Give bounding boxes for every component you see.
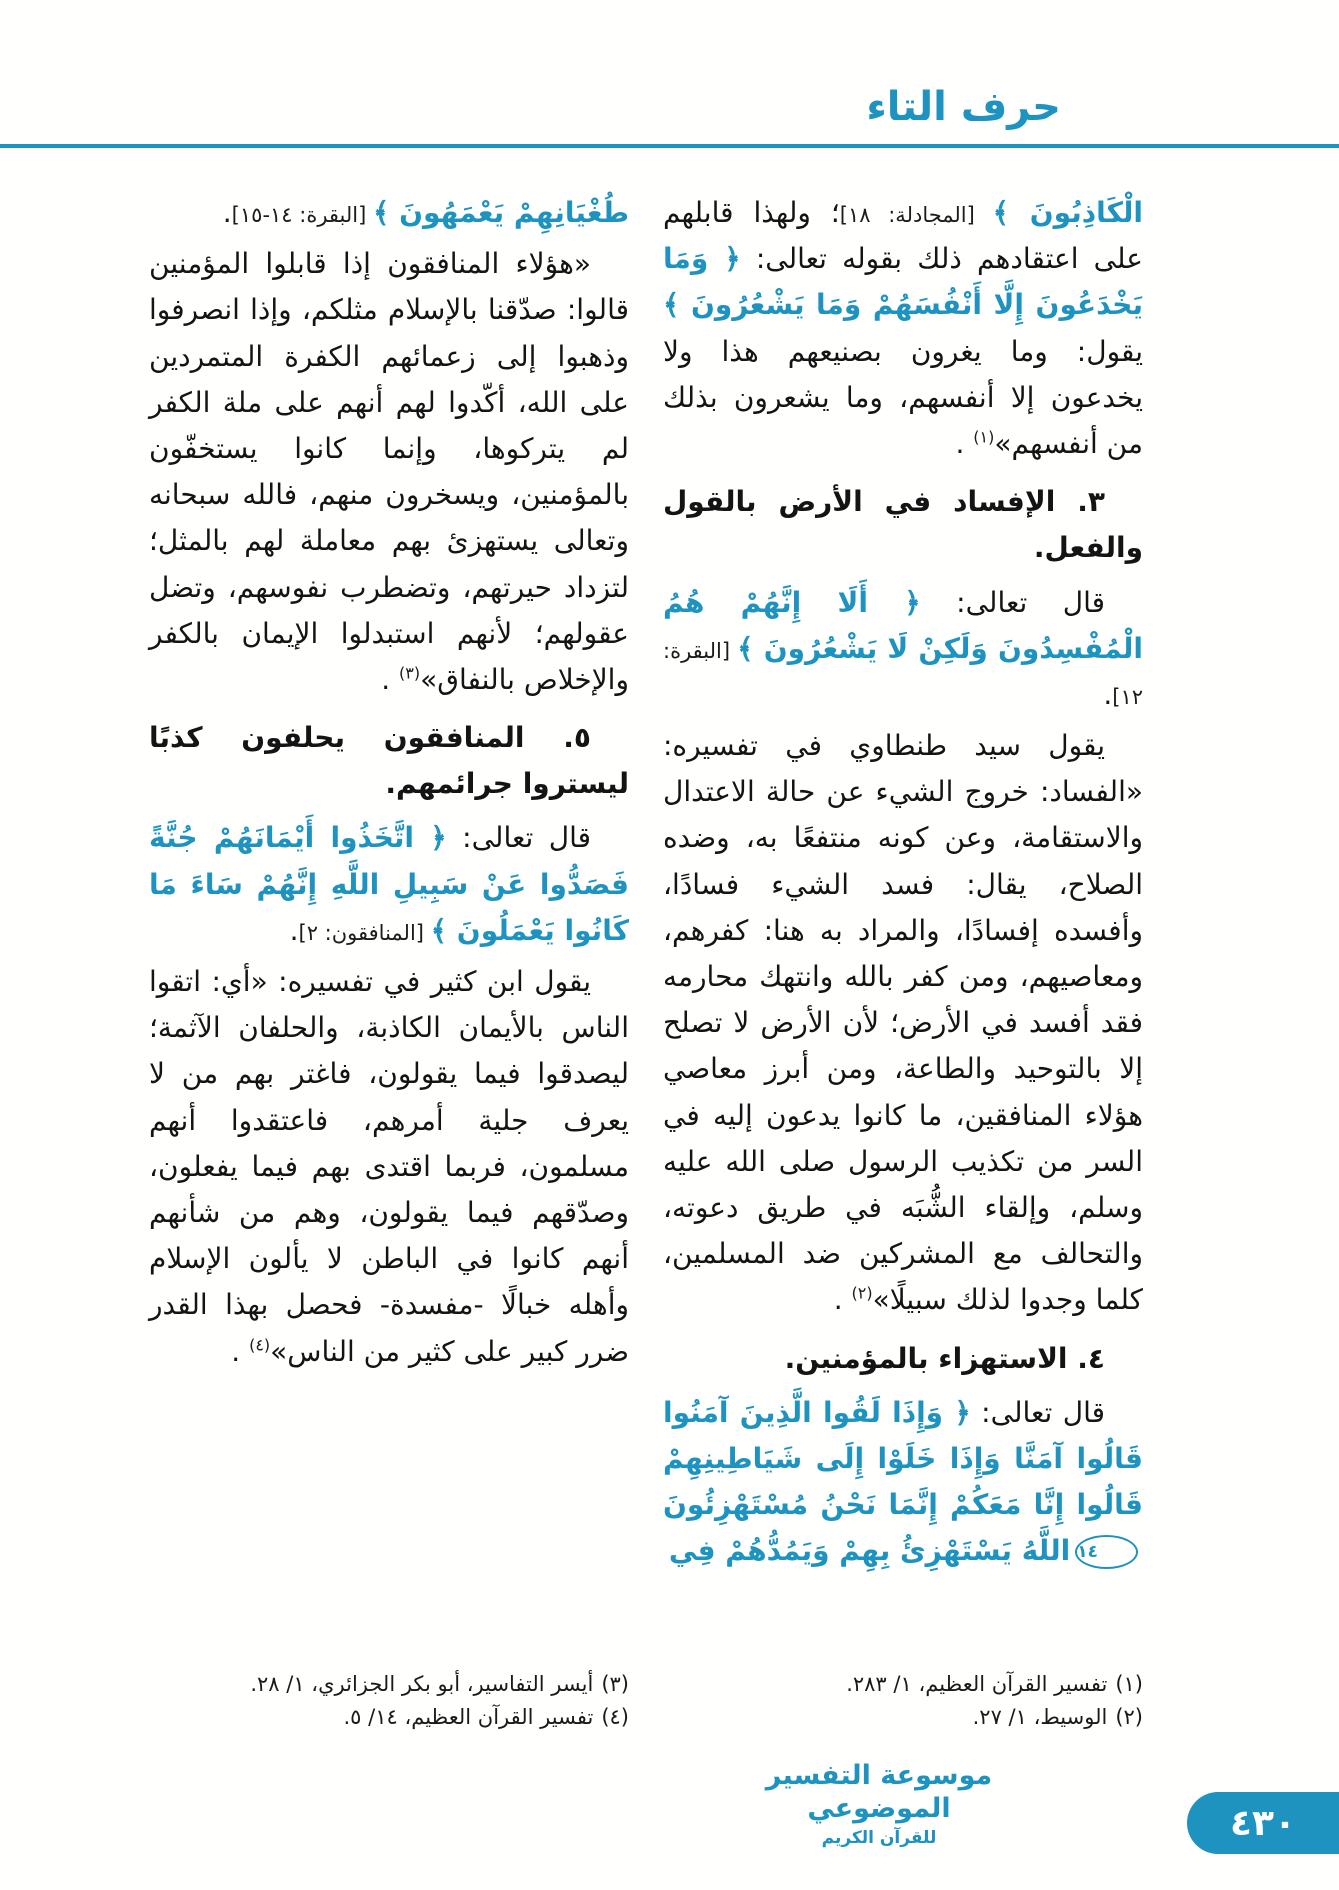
footnote-marker: (١) — [973, 427, 995, 447]
section-heading — [663, 479, 1143, 571]
footnote-text: تفسير القرآن العظيم، ١/ ٢٨٣. — [846, 1671, 1108, 1696]
footnote-number: (٤) — [601, 1705, 629, 1730]
column-left-text — [149, 190, 629, 1380]
quran-verse: ﴿ اتَّخَذُوا أَيْمَانَهُمْ جُنَّةً فَصَدُّوا عَنْ سَبِيلِ اللَّهِ إِنَّهُمْ سَاءَ مَا كَانُوا يَعْمَلُونَ ﴾ — [149, 821, 629, 947]
quran-verse: اللَّهُ يَسْتَهْزِئُ بِهِمْ وَيَمُدُّهُمْ فِي — [668, 1534, 1071, 1568]
body-text: ٤. الاستهزاء بالمؤمنين. — [784, 1341, 1105, 1375]
footnote-marker: (٤) — [249, 1335, 271, 1355]
paragraph — [149, 190, 629, 236]
body-text: قال تعالى: — [446, 821, 591, 855]
body-text: ؛ ولهذا قابلهم على اعتقادهم ذلك بقوله تعالى: — [663, 196, 1143, 276]
ayah-number: ١٤ — [1075, 1535, 1138, 1569]
body-text: . — [289, 913, 299, 947]
body-text: يقول ابن كثير في تفسيره: «أي: اتقوا الناس بالأيمان الكاذبة، والحلفان الآثمة؛ ليصدقوا فيما يقولون، فاغتر بهم من لا يعرف جلية أمرهم، فاعتقدوا أنهم مسلمون، فربما اقتدى بهم فيما يفعلون، وصدّقهم فيما يقولون، وهم من شأنهم أنهم كانوا في الباطن لا يألون الإسلام وأهله خبالًا -مفسدة- فحصل بهذا القدر ضرر كبير على كثير من الناس» — [149, 965, 629, 1368]
body-text: . — [955, 426, 974, 460]
footnote-item — [663, 1701, 1143, 1735]
body-text: ٣. الإفساد في الأرض بالقول والفعل. — [663, 485, 1143, 565]
column-left — [149, 190, 629, 1735]
paragraph — [663, 580, 1143, 719]
page-number-badge — [1187, 1792, 1339, 1854]
footnote-item — [149, 1701, 629, 1735]
quran-verse: ﴿ أَلَا إِنَّهُمْ هُمُ الْمُفْسِدُونَ وَلَكِنْ لَا يَشْعُرُونَ ﴾ — [663, 585, 1144, 665]
body-text: يقول سيد طنطاوي في تفسيره: «الفساد: خروج الشيء عن حالة الاعتدال والاستقامة، وعن كونه منتفعًا به، وضده الصلاح، يقال: فسد الشيء فسادًا، وأفسده إفسادًا، والمراد به هنا: كفرهم، ومعاصيهم، ومن كفر بالله وانتهك محارمه فقد أفسد في الأرض؛ لأن الأرض لا تصلح إلا بالتوحيد والطاعة، ومن أبرز معاصي هؤلاء المنافقين، ما كانوا يدعون إليه في السر من تكذيب الرسول صلى الله عليه وسلم، وإلقاء الشُّبَه في طريق دعوته، والتحالف مع المشركين ضد المسلمين، كلما وجدوا لذلك سبيلًا» — [663, 729, 1143, 1317]
quran-verse: طُغْيَانِهِمْ يَعْمَهُونَ ﴾ — [372, 196, 629, 229]
paragraph — [149, 815, 629, 954]
footnotes-right — [663, 1658, 1143, 1735]
footnote-number: (٢) — [1115, 1705, 1143, 1730]
body-text: يقول: وما يغرون بصنيعهم هذا ولا يخدعون إلا أنفسهم، وما يشعرون بذلك من أنفسهم» — [663, 334, 1143, 460]
quran-verse: ﴿ وَإِذَا لَقُوا الَّذِينَ آمَنُوا قَالُوا آمَنَّا وَإِذَا خَلَوْا إِلَى شَيَاطِينِهِمْ قَالُوا إِنَّا مَعَكُمْ إِنَّمَا نَحْنُ مُسْتَهْزِئُونَ — [663, 1395, 1143, 1522]
body-text: قال تعالى: — [970, 1395, 1105, 1429]
paragraph — [149, 959, 629, 1375]
footnote-text: تفسير القرآن العظيم، ١٤/ ٥. — [343, 1705, 594, 1730]
page-content — [149, 190, 1143, 1735]
footnote-item — [149, 1668, 629, 1702]
quran-verse: ﴿ وَمَا يَخْدَعُونَ إِلَّا أَنْفُسَهُمْ وَمَا يَشْعُرُونَ ﴾ — [663, 242, 1143, 322]
body-text: قال تعالى: — [920, 585, 1105, 619]
body-text: ٥. المنافقون يحلفون كذبًا ليستروا جرائمهم. — [149, 721, 629, 801]
body-text: «هؤلاء المنافقون إذا قابلوا المؤمنين قالوا: صدّقنا بالإسلام مثلكم، وإذا انصرفوا وذهبوا إلى زعمائهم الكفرة المتمردين على الله، أكّدوا لهم أنهم على ملة الكفر لم يتركوها، وإنما كانوا يستخفّون بالمؤمنين، ويسخرون منهم، فالله سبحانه وتعالى يستهزئ بهم معاملة لهم بالمثل؛ لتزداد حيرتهم، وتضطرب نفوسهم، وتضل عقولهم؛ لأنهم استبدلوا الإيمان بالكفر والإخلاص بالنفاق» — [149, 247, 629, 696]
body-text: . — [222, 196, 232, 229]
section-heading — [663, 1336, 1143, 1382]
footnote-marker: (٣) — [399, 663, 421, 683]
body-text: . — [833, 1283, 852, 1317]
page-header-title: حرف التاء — [866, 84, 1061, 130]
emblem-subtitle: للقرآن الكريم — [821, 1828, 937, 1848]
body-text: . — [381, 662, 399, 696]
emblem-title: موسوعة التفسير الموضوعي — [765, 1759, 993, 1825]
paragraph — [663, 723, 1143, 1323]
footnotes-left — [149, 1658, 629, 1735]
verse-reference: [البقرة: ١٢] — [663, 638, 1143, 709]
footnote-marker: (٢) — [851, 1283, 873, 1303]
verse-reference: [المجادلة: ١٨] — [839, 203, 993, 227]
section-heading — [149, 715, 629, 807]
quran-verse: الْكَاذِبُونَ ﴾ — [992, 196, 1144, 229]
publisher-emblem — [749, 1759, 1009, 1849]
body-text: . — [1103, 677, 1113, 711]
header-rule — [0, 144, 1339, 148]
paragraph — [663, 1390, 1143, 1575]
verse-reference: [المنافقون: ٢] — [298, 920, 431, 945]
body-text: . — [231, 1334, 250, 1368]
page-number: ٤٣٠ — [1230, 1802, 1296, 1844]
footnote-text: الوسيط، ١/ ٢٧. — [972, 1705, 1108, 1730]
footnote-number: (٣) — [601, 1671, 629, 1696]
paragraph — [663, 190, 1143, 467]
footnote-item — [663, 1668, 1143, 1702]
column-right — [663, 190, 1143, 1735]
footnote-text: أيسر التفاسير، أبو بكر الجزائري، ١/ ٢٨. — [250, 1671, 594, 1696]
verse-reference: [البقرة: ١٤-١٥] — [231, 203, 373, 227]
paragraph — [149, 241, 629, 703]
footnote-number: (١) — [1115, 1671, 1143, 1696]
column-right-text — [663, 190, 1143, 1579]
